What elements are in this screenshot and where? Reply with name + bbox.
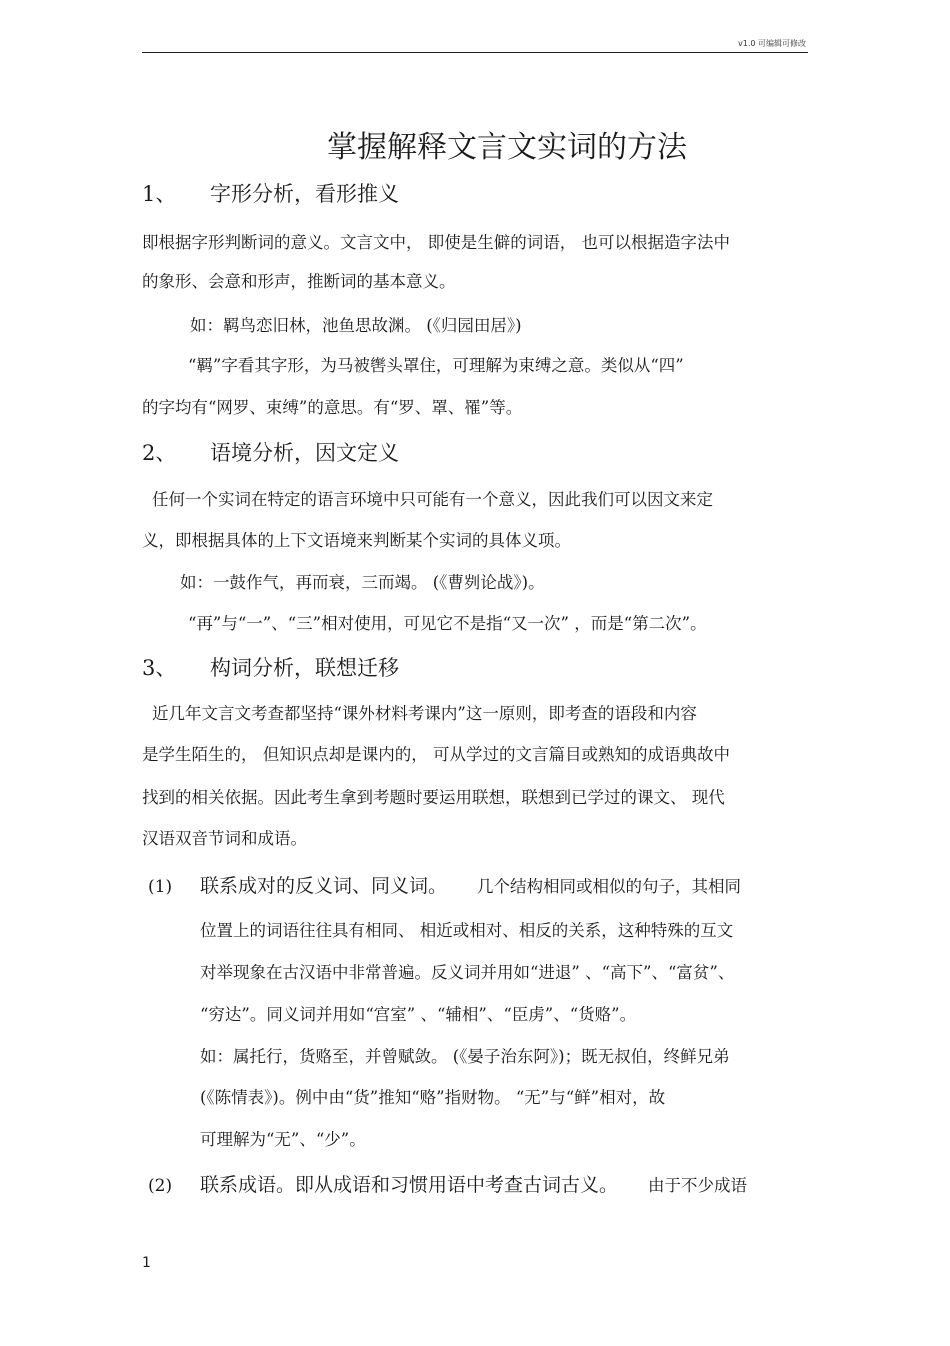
section-2-heading <box>142 437 399 467</box>
item-1-number: (1) <box>148 877 173 897</box>
section-1-line-4: “羁”字看其字形，为马被辔头罩住，可理解为束缚之意。类似从“四” <box>188 356 684 375</box>
item-2-heading <box>148 1170 747 1197</box>
section-1-title: 字形分析，看形推义 <box>210 182 399 206</box>
section-1-example: 如：羁鸟恋旧林，池鱼思故渊。 (《归园田居》) <box>190 316 522 335</box>
page-number: 1 <box>142 1255 151 1271</box>
item-2-rest: 由于不少成语 <box>648 1176 748 1195</box>
item-1-example-1: 如：属托行，货赂至，并曾赋敛。 (《晏子治东阿》)；既无叔伯，终鲜兄弟 <box>200 1047 730 1066</box>
item-1-rest: 几个结构相同或相似的句子，其相同 <box>477 877 742 896</box>
document-title: 掌握解释文言文实词的方法 <box>327 130 687 165</box>
item-1-example-2: (《陈情表》)。例中由“货”推知“赂”指财物。 “无”与“鲜”相对，故 <box>200 1088 666 1107</box>
section-3-number: 3、 <box>142 656 177 680</box>
item-2-number: (2) <box>148 1176 173 1196</box>
section-2-title: 语境分析，因文定义 <box>210 441 399 465</box>
section-2-line-4: “再”与“一”、“三”相对使用，可见它不是指“又一次” ，而是“第二次”。 <box>188 614 707 633</box>
section-2-number: 2、 <box>142 441 177 465</box>
section-1-line-5: 的字均有“网罗、束缚”的意思。有“罗、罩、罹”等。 <box>142 398 523 417</box>
section-3-line-3: 找到的相关依据。因此考生拿到考题时要运用联想，联想到已学过的课文、 现代 <box>142 788 725 807</box>
section-3-heading <box>142 652 399 682</box>
item-1-heading <box>148 871 741 898</box>
section-2-line-1: 任何一个实词在特定的语言环境中只可能有一个意义，因此我们可以因文来定 <box>152 490 713 509</box>
section-1-heading <box>142 178 399 208</box>
section-2-example: 如：一鼓作气，再而衰，三而竭。 (《曹刿论战》)。 <box>180 573 545 592</box>
section-2-line-2: 义，即根据具体的上下文语境来判断某个实词的具体义项。 <box>142 531 571 550</box>
section-3-line-4: 汉语双音节词和成语。 <box>142 829 307 848</box>
page-header <box>142 30 808 53</box>
section-3-title: 构词分析，联想迁移 <box>210 656 399 680</box>
section-1-number: 1、 <box>142 182 177 206</box>
header-note: v1.0 可编辑可修改 <box>738 39 806 48</box>
item-1-line-3: “穷达”。同义词并用如“宫室” 、“辅相”、“臣虏”、“货赂”。 <box>200 1005 637 1024</box>
item-1-title: 联系成对的反义词、同义词。 <box>200 875 448 897</box>
section-1-line-1: 即根据字形判断词的意义。文言文中， 即使是生僻的词语， 也可以根据造字法中 <box>142 233 730 252</box>
item-1-line-2: 对举现象在古汉语中非常普遍。反义词并用如“进退” 、“高下”、“富贫”、 <box>200 963 735 982</box>
item-2-title: 联系成语。即从成语和习惯用语中考查古词古义。 <box>200 1174 619 1196</box>
item-1-line-1: 位置上的词语往往具有相同、 相近或相对、相反的关系，这种特殊的互文 <box>200 921 734 940</box>
item-1-example-3: 可理解为“无”、“少”。 <box>200 1130 366 1149</box>
section-3-line-1: 近几年文言文考查都坚持“课外材料考课内”这一原则，即考查的语段和内容 <box>152 704 697 723</box>
section-3-line-2: 是学生陌生的， 但知识点却是课内的， 可从学过的文言篇目或熟知的成语典故中 <box>142 745 730 764</box>
section-1-line-2: 的象形、会意和形声，推断词的基本意义。 <box>142 272 456 291</box>
